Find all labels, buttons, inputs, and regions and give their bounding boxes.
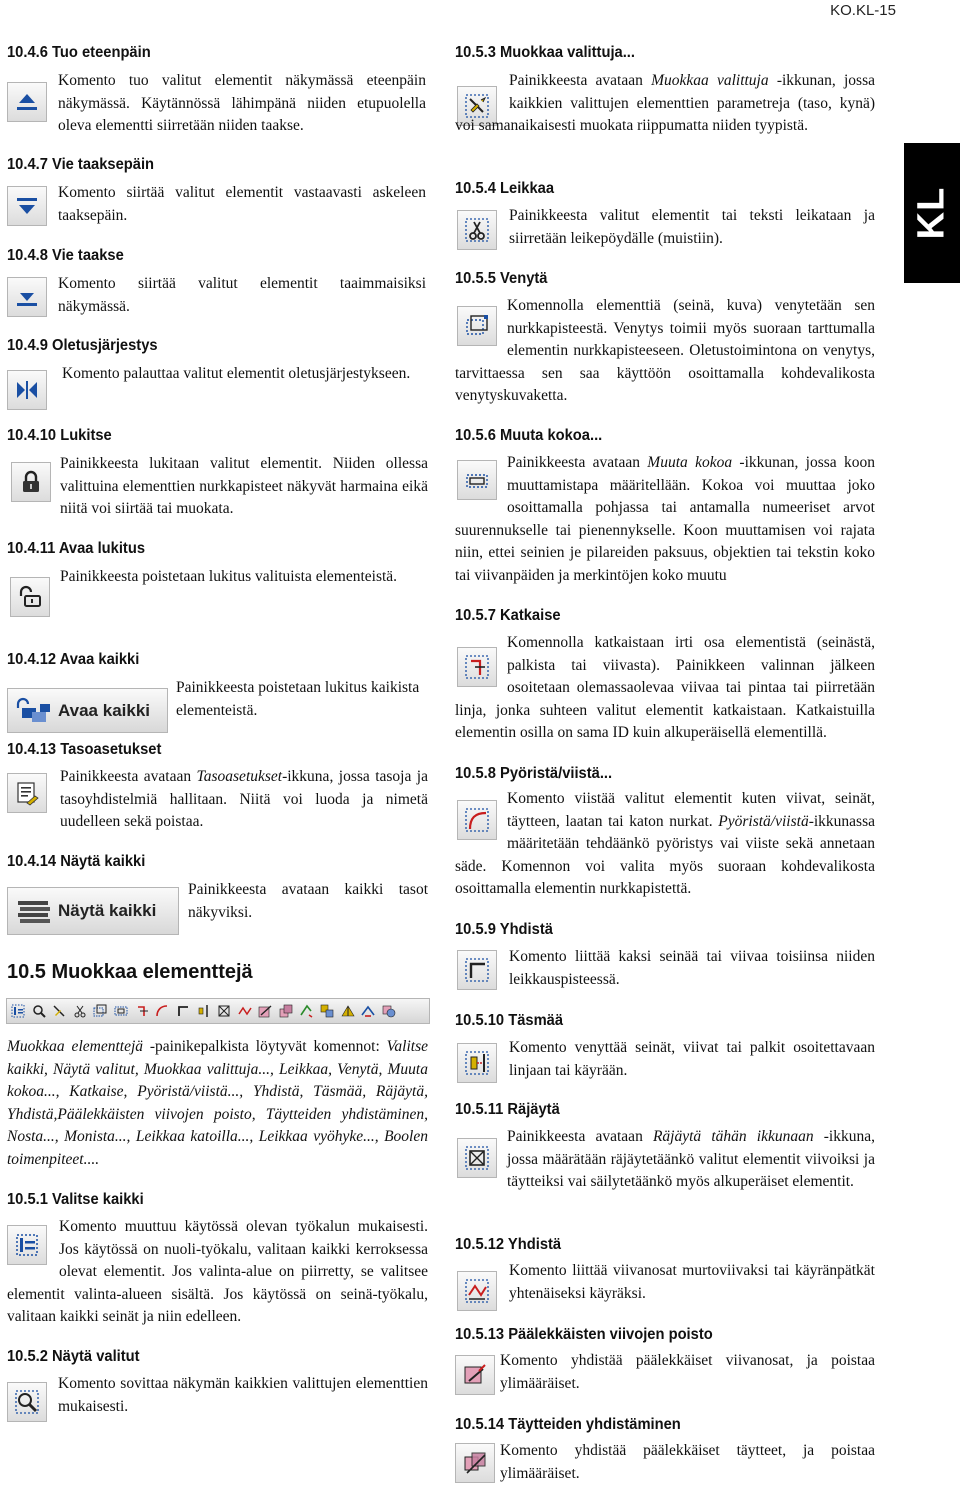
text-10-4-9: Komento palauttaa valitut elementit oletusjärjestykseen. — [62, 365, 411, 382]
text-10-5-intro — [7, 1036, 428, 1171]
show-all-layers-icon — [14, 896, 54, 926]
text-10-5-6-b: -ikkunan, jossa koon muuttamistapa määritellään. Kokoa voi muuttaa joko osoittamalla pohjassa tai antamalla numeeriset arvot suurennukselle tai pienennykselle. Koon muuttamisen voi rajata niin, ettei seinien je pilareiden paksuus, objektien tai tekstin koko tai viivanpäiden ja merkintöjen koko muutu — [455, 454, 875, 584]
heading-10-4-13: 10.4.13 Tasoasetukset — [7, 741, 162, 758]
select-all-icon[interactable] — [9, 1002, 27, 1020]
text-10-4-6: Komento tuo valitut elementit näkymässä eteenpäin näkymässä. Käytännössä lähimpänä niiden etupuolella oleva elementti siirretään niiden taakse. — [58, 72, 426, 134]
zoom-selected-icon[interactable] — [30, 1002, 48, 1020]
intro-em: Muokkaa elementtejä — [7, 1038, 143, 1055]
text-10-5-5-body: Komennolla elementtiä (seinä, kuva) venytetään sen nurkkapisteestä. Venytys toimii myös suoraan tarttumalla elementin nurkkapisteeseen. Oletustoimintona on venytys, tarvittaessa sen saa käyttöön osoittamalla kohdevalikosta venytyskuvaketta. — [455, 297, 875, 404]
float-spacer — [455, 1126, 507, 1192]
unlock-icon[interactable] — [10, 577, 50, 617]
text-10-5-1-body: Komento muuttuu käytössä olevan työkalun mukaisesti. Jos käytössä on nuoli-työkalu, valitaan kaikki kerroksessa olevat elementit. Jos valinta-alue on piirretty, se valitsee elementit valinta-alueen sisältä. Jos käytössä on seinä-työkalu, valitaan kaikki seinät ja niin edelleen. — [7, 1218, 428, 1325]
heading-10-4-10: 10.4.10 Lukitse — [7, 427, 112, 444]
heading-10-5-12: 10.5.12 Yhdistä — [455, 1236, 562, 1253]
heading-10-5-10: 10.5.10 Täsmää — [455, 1012, 564, 1029]
text-10-5-7 — [455, 632, 875, 745]
text-10-5-8-b: -ikkunassa määritetään tehdäänkö pyöristys vai viiste sekä annetaan säde. Komennon voi valita myös suoraan kohdevalikosta osoittamalla elementin nurkkapistettä. — [455, 812, 875, 897]
text-10-5-3 — [455, 70, 875, 138]
heading-10-5-2: 10.5.2 Näytä valitut — [7, 1348, 140, 1365]
heading-10-5-13: 10.5.13 Päälekkäisten viivojen poisto — [455, 1326, 713, 1343]
overlap-icon[interactable] — [256, 1002, 274, 1020]
edit-elements-toolbar — [6, 998, 430, 1024]
text-10-5-3-b: -ikkunan, jossa kaikkien valittujen elementtien parametreja (taso, kynä) voi samanaikaisesti muokata riippumatta niiden tyypistä. — [455, 72, 875, 134]
heading-10-5-7: 10.5.7 Katkaise — [455, 607, 561, 624]
text-10-5-1 — [7, 1216, 428, 1329]
stretch-icon[interactable] — [91, 1002, 109, 1020]
text-10-4-11: Painikkeesta poistetaan lukitus valituista elementeistä. — [60, 568, 398, 585]
show-all-button[interactable] — [7, 887, 179, 935]
heading-10-5-5: 10.5.5 Venytä — [455, 270, 548, 287]
merge-polyline-icon[interactable] — [457, 1271, 497, 1311]
fillet-icon[interactable] — [153, 1002, 171, 1020]
side-tab — [904, 143, 960, 283]
explode-icon[interactable] — [215, 1002, 233, 1020]
text-10-5-13: Komento yhdistää päälekkäiset viivanosat, ja poistaa ylimääräiset. — [500, 1352, 875, 1392]
float-spacer — [455, 70, 509, 115]
heading-10-4-7: 10.4.7 Vie taaksepäin — [7, 156, 155, 173]
text-10-5-4: Painikkeesta valitut elementit tai teksti leikataan ja siirretään leikepöydälle (muistiin). — [509, 207, 875, 247]
lock-icon[interactable] — [11, 462, 51, 502]
unlock-all-label: Avaa kaikki — [58, 700, 150, 720]
text-10-5-11-b: -ikkuna, jossa määrätään räjäytetäänkö valitut elementit viivoiksi ja täytteiksi vai säilytetäänkö myös alkuperäiset elementit. — [507, 1128, 875, 1190]
join-icon[interactable] — [457, 950, 497, 990]
text-10-4-8: Komento siirtää valitut elementit taaimmaisiksi näkymässä. — [58, 275, 426, 315]
float-spacer — [455, 295, 507, 361]
text-10-4-7: Komento siirtää valitut elementit vastaavasti askeleen taaksepäin. — [58, 184, 426, 224]
text-10-4-13 — [60, 766, 428, 834]
cut-zone-icon[interactable] — [359, 1002, 377, 1020]
heading-10-5-11: 10.5.11 Räjäytä — [455, 1101, 560, 1118]
cut-icon[interactable] — [71, 1002, 89, 1020]
intro-list: Valitse kaikki, Näytä valitut, Muokkaa valittuja..., Leikkaa, Venytä, Muuta kokoa..., Katkaise, Pyöristä/viistä..., Yhdistä, Täsmää, Räjäytä, Yhdistä,Päälekkäisten viivojen poisto, Täytteiden yhdistäminen, Nosta..., Monista..., Leikkaa katoilla..., Leikkaa vyöhyke..., Boolen toimenpiteet.... — [7, 1038, 428, 1168]
extend-icon[interactable] — [194, 1002, 212, 1020]
heading-10-4-6: 10.4.6 Tuo eteenpäin — [7, 44, 151, 61]
join-icon[interactable] — [174, 1002, 192, 1020]
text-10-5-7-body: Komennolla katkaistaan irti osa elementistä (seinästä, palkista tai viivasta). Painikkeen valinnan jälkeen osoitetaan olemassaolevaa viivaa tai pintaa tai piirretään linja, jonka suhteen valitut elementit katkaistaan. Katkaistuilla elementin osilla on sama ID kuin alkuperäisellä elementillä. — [455, 634, 875, 741]
text-10-4-13-a: Painikkeesta avataan — [60, 768, 197, 785]
float-spacer — [455, 632, 507, 698]
text-10-5-8-a: Komento viistää valitut elementit kuten viivat, seinät, täytteen, laatan tai katon nurkat. — [507, 790, 875, 830]
bring-forward-icon[interactable] — [7, 82, 47, 122]
text-10-5-8-em: Pyöristä/viistä — [718, 812, 809, 830]
heading-10-4-11: 10.4.11 Avaa lukitus — [7, 540, 146, 557]
text-10-5-14: Komento yhdistää päälekkäiset täytteet, ja poistaa ylimääräiset. — [500, 1442, 875, 1482]
unlock-all-icon — [14, 696, 54, 726]
send-backward-icon[interactable] — [7, 186, 47, 226]
scissors-icon[interactable] — [457, 210, 497, 250]
default-order-icon[interactable] — [7, 370, 47, 410]
text-10-5-2: Komento sovittaa näkymän kaikkien valittujen elementtien mukaisesti. — [58, 1375, 428, 1415]
side-tab-label: KL — [910, 186, 953, 240]
heading-10-5-3: 10.5.3 Muokkaa valittuja... — [455, 44, 635, 61]
text-10-5-8 — [455, 788, 875, 901]
text-10-5-11-a: Painikkeesta avataan — [507, 1128, 653, 1145]
text-10-4-12: Painikkeesta poistetaan lukitus kaikista elementeistä. — [176, 679, 420, 719]
heading-10-4-12: 10.4.12 Avaa kaikki — [7, 651, 140, 668]
text-10-5-12: Komento liittää viivanosat murtoviivaksi tai käyränpätkät yhtenäiseksi käyräksi. — [509, 1262, 875, 1302]
copy-icon[interactable] — [297, 1002, 315, 1020]
merge-icon[interactable] — [236, 1002, 254, 1020]
mirror-icon[interactable] — [318, 1002, 336, 1020]
overlap-remove-icon[interactable] — [455, 1355, 495, 1395]
trim-icon[interactable] — [133, 1002, 151, 1020]
extend-icon[interactable] — [457, 1043, 497, 1083]
heading-10-4-8: 10.4.8 Vie taakse — [7, 247, 124, 264]
heading-10-4-9: 10.4.9 Oletusjärjestys — [7, 337, 158, 354]
text-10-5-6 — [455, 452, 875, 587]
float-spacer — [455, 788, 507, 854]
heading-10-5-8: 10.5.8 Pyöristä/viistä... — [455, 765, 613, 782]
heading-10-5-4: 10.5.4 Leikkaa — [455, 180, 555, 197]
heading-10-5-6: 10.5.6 Muuta kokoa... — [455, 427, 603, 444]
text-10-4-10: Painikkeesta lukitaan valitut elementit. Niiden ollessa valittuina elementtien nurkkapisteet näkyvät harmaina eikä niitä voi siirtää tai muokata. — [60, 455, 428, 517]
page-number: KO.KL-15 — [830, 2, 896, 19]
text-10-4-13-b: -ikkuna, jossa tasoja ja tasoyhdistelmiä hallitaan. Niitä voi luoda ja nimetä uudelleen sekä poistaa. — [60, 768, 428, 830]
unlock-all-button[interactable] — [7, 688, 168, 733]
text-10-4-14: Painikkeesta avataan kaikki tasot näkyviksi. — [188, 881, 428, 921]
text-10-5-11 — [455, 1126, 875, 1194]
heading-10-4-14: 10.4.14 Näytä kaikki — [7, 853, 146, 870]
text-10-5-9: Komento liittää kaksi seinää tai viivaa toisiinsa niiden leikkauspisteessä. — [509, 948, 875, 988]
cut-roof-icon[interactable] — [339, 1002, 357, 1020]
text-10-4-13-em: Tasoasetukset — [196, 768, 283, 785]
text-10-5-3-a: Painikkeesta avataan — [509, 72, 652, 89]
boolean-icon[interactable] — [380, 1002, 398, 1020]
text-10-5-3-em: Muokkaa valittuja — [651, 72, 769, 89]
fill-merge-icon[interactable] — [455, 1443, 495, 1483]
text-10-5-6-a: Painikkeesta avataan — [507, 454, 648, 471]
show-all-label: Näytä kaikki — [58, 901, 157, 920]
edit-selected-icon[interactable] — [50, 1002, 68, 1020]
fill-merge-icon[interactable] — [277, 1002, 295, 1020]
heading-10-5-1: 10.5.1 Valitse kaikki — [7, 1191, 144, 1208]
intro-b: -painikepalkista löytyvät komennot: — [143, 1038, 387, 1055]
layer-settings-icon[interactable] — [7, 773, 47, 813]
heading-10-5-14: 10.5.14 Täytteiden yhdistäminen — [455, 1416, 681, 1433]
send-to-back-icon[interactable] — [7, 277, 47, 317]
text-10-5-11-em: Räjäytä tähän ikkunaan — [652, 1128, 814, 1145]
float-spacer — [7, 1216, 59, 1282]
heading-10-5: 10.5 Muokkaa elementtejä — [7, 961, 253, 983]
zoom-selected-icon[interactable] — [7, 1382, 47, 1422]
text-10-5-6-em: Muuta kokoa — [647, 454, 733, 471]
resize-icon[interactable] — [112, 1002, 130, 1020]
float-spacer — [455, 452, 507, 518]
heading-10-5-9: 10.5.9 Yhdistä — [455, 921, 553, 938]
text-10-5-10: Komento venyttää seinät, viivat tai palkit osoitettavaan linjaan tai käyrään. — [509, 1039, 875, 1079]
text-10-5-5 — [455, 295, 875, 408]
